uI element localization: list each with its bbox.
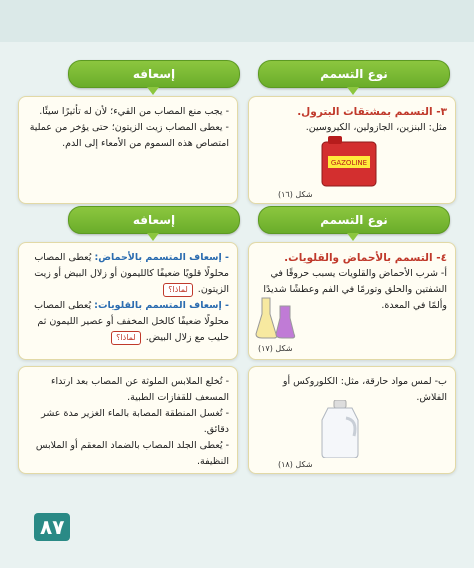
arrow-icon bbox=[147, 233, 159, 241]
arrow-icon bbox=[347, 87, 359, 95]
flask-icon bbox=[254, 294, 298, 340]
card-aid-petroleum bbox=[18, 96, 238, 204]
card-text: أ- شرب الأحماض والقلويات يسبب حروقًا في الشفتين والحلق وتورمًا في الفم وعطشًا شديدًا وألمًا في المعدة. bbox=[263, 268, 447, 311]
card-text: يُعطى المصاب محلولًا قلويًا ضعيفًا كالليمون أو زلال البيض أو زيت الزيتون. bbox=[34, 252, 229, 295]
card-text: مثل: البنزين، الجازولين، الكيروسين. bbox=[305, 122, 447, 133]
card-text: - يعطى المصاب زيت الزيتون؛ حتى يؤخر من عملية امتصاص هذه السموم من الأمعاء إلى الدم. bbox=[29, 122, 229, 149]
card-title: ٤- التسمم بالأحماض والقلويات. bbox=[284, 252, 447, 264]
card-text: - تُغسل المنطقة المصابة بالماء الغزير مدة عشر دقائق. bbox=[41, 408, 229, 435]
bleach-bottle-image bbox=[318, 400, 362, 458]
page-number: ٨٧ bbox=[34, 513, 70, 541]
aid-header-1: إسعافه bbox=[68, 60, 240, 88]
figure-caption: شكل (١٦) bbox=[278, 190, 313, 199]
why-button[interactable]: لماذا؟ bbox=[163, 283, 193, 297]
card-title: ٣- التسمم بمشتقات البترول. bbox=[297, 106, 447, 118]
type-header-1: نوع التسمم bbox=[258, 60, 450, 88]
card-text: - يجب منع المصاب من القيء؛ لأن له تأثيرًا سيئًا. bbox=[39, 106, 229, 117]
why-button[interactable]: لماذا؟ bbox=[111, 331, 141, 345]
can-label: GAZOLINE bbox=[330, 159, 368, 167]
arrow-icon bbox=[147, 87, 159, 95]
card-subtitle: - إسعاف المتسمم بالقلويات: bbox=[94, 300, 229, 311]
card-text: - يُعطى الجلد المصاب بالضماد المعقم أو الملابس النظيفة. bbox=[35, 440, 229, 467]
card-text: يُعطى المصاب محلولًا ضعيفًا كالخل المخفف أو عصير الليمون ثم حليب مع زلال البيض. bbox=[34, 300, 229, 343]
card-text: ب- لمس مواد حارقة، مثل: الكلوروكس أو الفلاش. bbox=[282, 376, 447, 403]
gasoline-can-image bbox=[318, 136, 380, 188]
top-stripe bbox=[0, 0, 474, 42]
type-header-2: نوع التسمم bbox=[258, 206, 450, 234]
aid-header-2: إسعافه bbox=[68, 206, 240, 234]
figure-caption: شكل (١٧) bbox=[258, 344, 293, 353]
arrow-icon bbox=[347, 233, 359, 241]
card-text: - تُخلع الملابس الملوثة عن المصاب بعد ارتداء المسعف للقفازات الطبية. bbox=[51, 376, 229, 403]
card-aid-corrosive bbox=[18, 366, 238, 474]
card-aid-acids bbox=[18, 242, 238, 360]
card-subtitle: - إسعاف المتسمم بالأحماض: bbox=[94, 252, 229, 263]
figure-caption: شكل (١٨) bbox=[278, 460, 313, 469]
